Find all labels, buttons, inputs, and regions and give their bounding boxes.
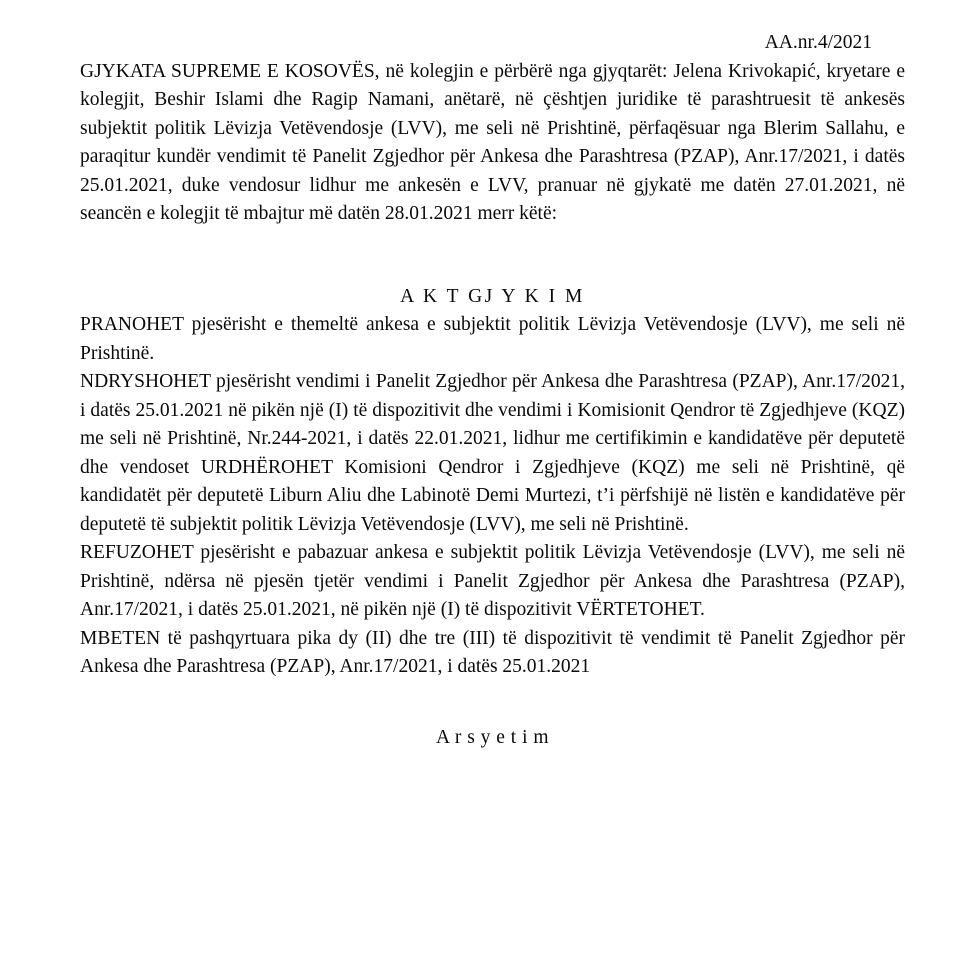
paragraph-refuzohet: REFUZOHET pjesërisht e pabazuar ankesa e subjektit politik Lëvizja Vetëvendosje (LVV), me seli në Prishtinë, ndërsa në pjesën tjetër vendimi i Panelit Zgjedhor për Ankesa dhe Parashtresa (PZAP), Anr.17/2021, i datës 25.01.2021, në pikën një (I) të dispozitivit VËRTETOHET. [80,542,905,620]
paragraph-mbeten: MBETEN të pashqyrtuara pika dy (II) dhe tre (III) të dispozitivit të vendimit të Panelit Zgjedhor për Ankesa dhe Parashtresa (PZAP), Anr.17/2021, i datës 25.01.2021 [80,627,905,677]
paragraph-ndryshohet: NDRYSHOHET pjesërisht vendimi i Panelit Zgjedhor për Ankesa dhe Parashtresa (PZAP), Anr.17/2021, i datës 25.01.2021 në pikën një (I) të dispozitivit dhe vendimi i Komisionit Qendror të Zgjedhjeve (KQZ) me seli në Prishtinë, Nr.244-2021, i datës 22.01.2021, lidhur me certifikimin e kandidatëve për deputetë dhe vendoset URDHËROHET Komisioni Qendror i Zgjedhjeve (KQZ) me seli në Prishtinë, që kandidatët për deputetë Liburn Aliu dhe Labinotë Demi Murtezi, t’i përfshijë në listën e kandidatëve për deputetë të subjektit politik Lëvizja Vetëvendosje (LVV), me seli në Prishtinë. [80,371,905,535]
case-number: AA.nr.4/2021 [764,32,872,53]
reasoning-heading: A r s y e t i m [435,726,550,748]
paragraph-pranohet: PRANOHET pjesërisht e themeltë ankesa e subjektit politik Lëvizja Vetëvendosje (LVV), me seli në Prishtinë. [80,314,905,364]
intro-paragraph: GJYKATA SUPREME E KOSOVËS, në kolegjin e përbërë nga gjyqtarët: Jelena Krivokapić, kryetare e kolegjit, Beshir Islami dhe Ragip Namani, anëtarë, në çështjen juridike të parashtruesit të ankesës subjektit politik Lëvizja Vetëvendosje (LVV), me seli në Prishtinë, përfaqësuar nga Blerim Sallahu, e paraqitur kundër vendimit të Panelit Zgjedhor për Ankesa dhe Parashtresa (PZAP), Anr.17/2021, i datës 25.01.2021, duke vendosur lidhur me ankesën e LVV, pranuar në gjykatë me datën 27.01.2021, në seancën e kolegjit të mbajtur më datën 28.01.2021 merr këtë: [80,60,905,224]
judgment-heading: A K T GJ Y K I M [400,285,585,307]
